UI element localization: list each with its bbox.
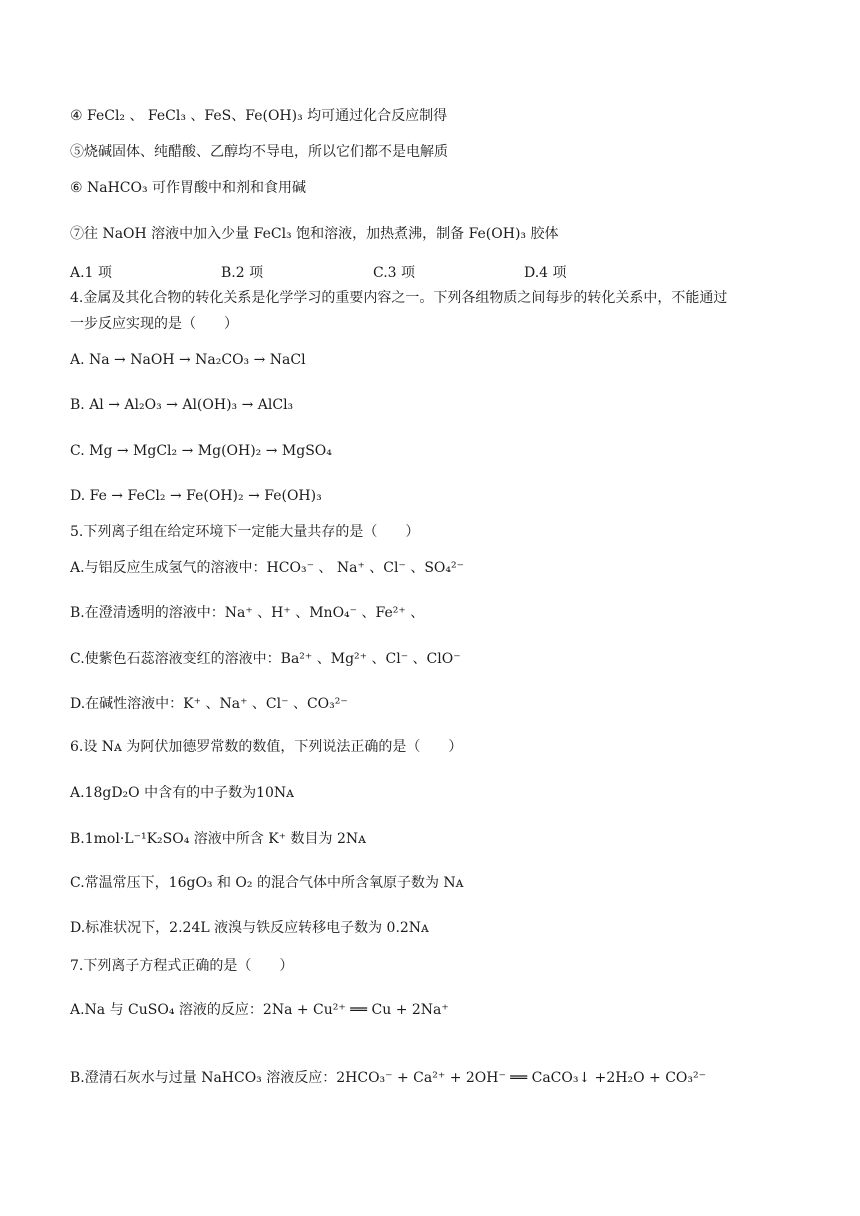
q4-option-d[interactable]: D. Fe → FeCl₂ → Fe(OH)₂ → Fe(OH)₃ [70,488,322,504]
q5-option-a[interactable]: A.与铝反应生成氢气的溶液中：HCO₃⁻ 、 Na⁺ 、Cl⁻ 、SO₄²⁻ [70,560,465,576]
q4-stem-line2: 一步反应实现的是（ ） [70,316,238,332]
q3-option-c[interactable]: C.3 项 [373,265,416,281]
q6-option-a[interactable]: A.18gD₂O 中含有的中子数为10Nᴀ [70,785,295,801]
q3-options [70,262,690,282]
statement-7: ⑦往 NaOH 溶液中加入少量 FeCl₃ 饱和溶液，加热煮沸，制备 Fe(OH)₃ 胶体 [70,226,559,242]
q5-option-d[interactable]: D.在碱性溶液中：K⁺ 、Na⁺ 、Cl⁻ 、CO₃²⁻ [70,696,348,712]
q6-option-b[interactable]: B.1mol·L⁻¹K₂SO₄ 溶液中所含 K⁺ 数目为 2Nᴀ [70,831,367,847]
q5-option-b[interactable]: B.在澄清透明的溶液中：Na⁺ 、H⁺ 、MnO₄⁻ 、Fe²⁺ 、 [70,605,425,621]
q6-stem: 6.设 Nᴀ 为阿伏加德罗常数的数值，下列说法正确的是（ ） [70,739,463,755]
q5-option-c[interactable]: C.使紫色石蕊溶液变红的溶液中：Ba²⁺ 、Mg²⁺ 、Cl⁻ 、ClO⁻ [70,651,461,667]
q5-stem: 5.下列离子组在给定环境下一定能大量共存的是（ ） [70,524,420,540]
q3-option-b[interactable]: B.2 项 [221,265,264,281]
statement-5: ⑤烧碱固体、纯醋酸、乙醇均不导电，所以它们都不是电解质 [70,144,448,160]
statement-6: ⑥ NaHCO₃ 可作胃酸中和剂和食用碱 [70,180,307,196]
statement-4: ④ FeCl₂ 、 FeCl₃ 、FeS、Fe(OH)₃ 均可通过化合反应制得 [70,108,448,124]
q7-stem: 7.下列离子方程式正确的是（ ） [70,958,294,974]
q4-option-a[interactable]: A. Na → NaOH → Na₂CO₃ → NaCl [70,352,306,368]
q6-option-d[interactable]: D.标准状况下，2.24L 液溴与铁反应转移电子数为 0.2Nᴀ [70,920,429,936]
q6-option-c[interactable]: C.常温常压下，16gO₃ 和 O₂ 的混合气体中所含氧原子数为 Nᴀ [70,875,464,891]
q4-option-b[interactable]: B. Al → Al₂O₃ → Al(OH)₃ → AlCl₃ [70,397,294,413]
q7-option-a[interactable]: A.Na 与 CuSO₄ 溶液的反应：2Na + Cu²⁺ ══ Cu + 2Na⁺ [70,1002,449,1018]
q7-option-b[interactable]: B.澄清石灰水与过量 NaHCO₃ 溶液反应：2HCO₃⁻ + Ca²⁺ + 2OH⁻ ══ CaCO₃↓ +2H₂O + CO₃²⁻ [70,1070,707,1086]
q4-option-c[interactable]: C. Mg → MgCl₂ → Mg(OH)₂ → MgSO₄ [70,443,332,459]
q4-stem-line1: 4.金属及其化合物的转化关系是化学学习的重要内容之一。下列各组物质之间每步的转化关系中，不能通过 [70,290,728,306]
q3-option-d[interactable]: D.4 项 [524,265,567,281]
q3-option-a[interactable]: A.1 项 [70,265,112,281]
